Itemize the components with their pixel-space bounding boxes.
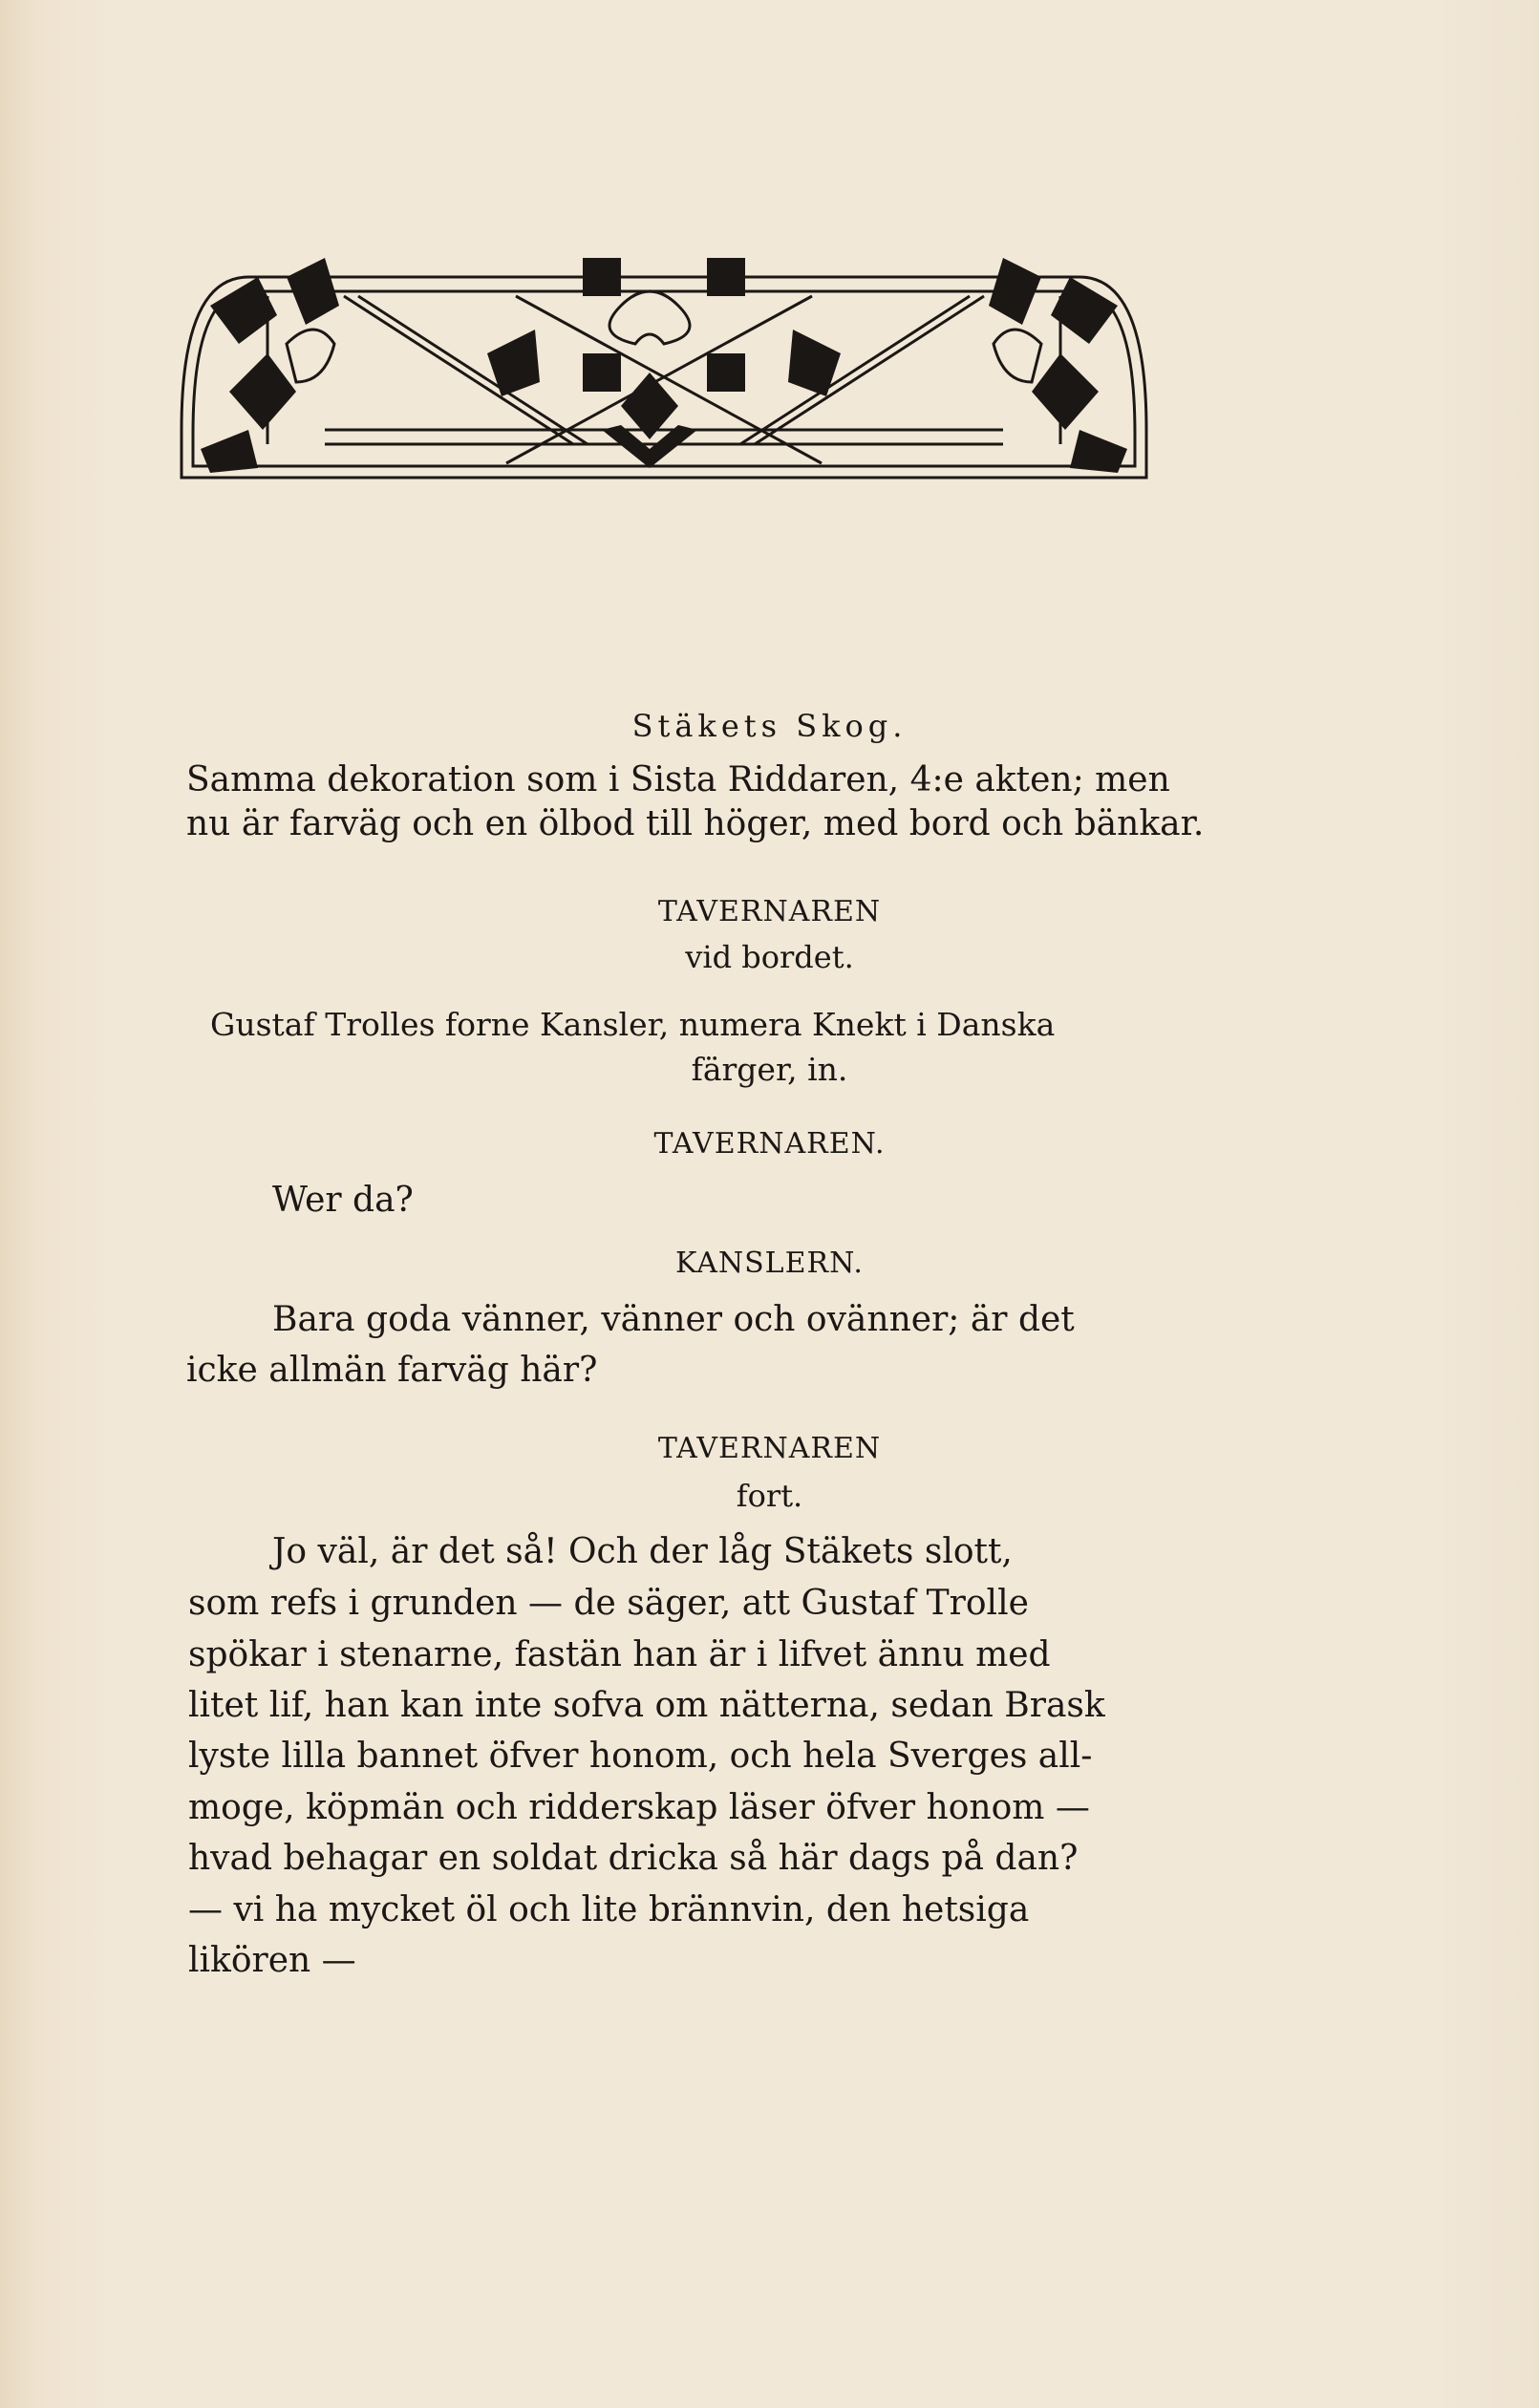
- speaker-heading: TAVERNAREN.: [653, 1127, 886, 1161]
- entrance-direction-line: Gustaf Trolles forne Kansler, numera Knekt i Danska: [210, 1006, 1056, 1043]
- dialogue-line: hvad behagar en soldat dricka så här dags på dan?: [188, 1839, 1079, 1878]
- stage-direction-line: [186, 760, 1170, 799]
- art-nouveau-headpiece-ornament: [172, 239, 1156, 497]
- dialogue-line: icke allmän farväg här?: [186, 1351, 598, 1390]
- dialogue-line: som refs i grunden — de säger, att Gustaf Trolle: [188, 1584, 1029, 1623]
- speaker-direction: vid bordet.: [685, 939, 854, 975]
- dialogue-line: — vi ha mycket öl och lite brännvin, den hetsiga: [188, 1890, 1030, 1929]
- dialogue-line: lyste lilla bannet öfver honom, och hela Sverges all-: [188, 1737, 1093, 1776]
- entrance-direction-line: färger, in.: [691, 1051, 848, 1088]
- speaker-heading: TAVERNAREN: [657, 1432, 882, 1465]
- stage-direction-line: [186, 804, 1205, 843]
- stage-direction-text: nu är farväg och en ölbod till höger, med bord och bänkar.: [186, 804, 1205, 843]
- speaker-heading: KANSLERN.: [675, 1247, 864, 1280]
- stage-direction-text: Samma dekoration som i Sista Riddaren, 4:e akten; men: [186, 760, 1170, 799]
- dialogue-line: Bara goda vänner, vänner och ovänner; är det: [272, 1300, 1075, 1339]
- speaker-direction: fort.: [736, 1478, 803, 1514]
- speaker-heading: TAVERNAREN: [657, 895, 882, 928]
- dialogue-line: Jo väl, är det så! Och der låg Stäkets slott,: [272, 1532, 1013, 1571]
- dialogue-line: litet lif, han kan inte sofva om nätterna, sedan Brask: [188, 1686, 1105, 1725]
- scene-title: Stäkets Skog.: [631, 708, 908, 744]
- dialogue-line: Wer da?: [272, 1181, 414, 1220]
- dialogue-line: moge, köpmän och ridderskap läser öfver honom —: [188, 1788, 1090, 1827]
- dialogue-line: likören —: [188, 1941, 356, 1980]
- dialogue-line: spökar i stenarne, fastän han är i lifvet ännu med: [188, 1635, 1051, 1674]
